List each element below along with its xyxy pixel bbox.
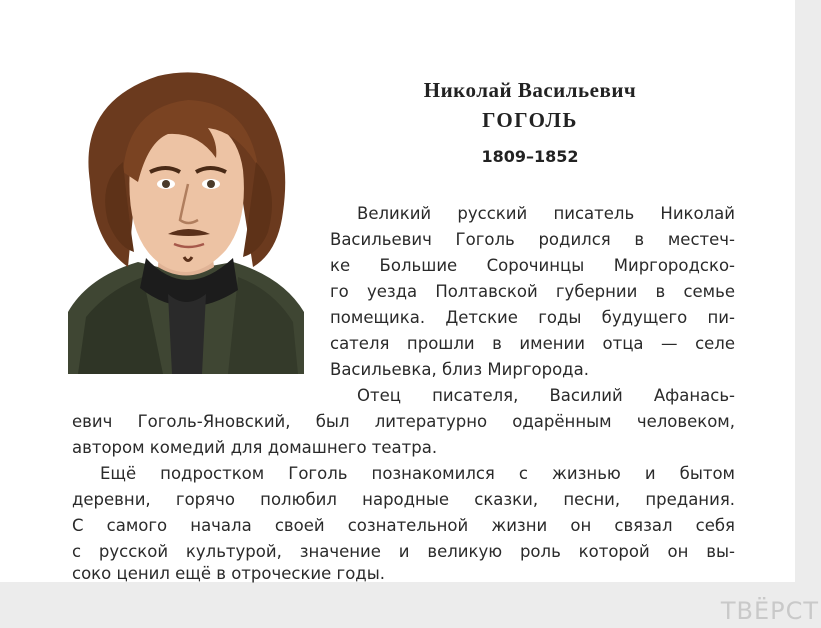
watermark-logo: ТВЁРСТ — [720, 597, 819, 625]
author-name: Николай Васильевич — [423, 78, 637, 102]
text-line: деревни, горячо полюбил народные сказки, песни, предания. — [72, 490, 735, 509]
text-line: автором комедий для домашнего театра. — [72, 438, 438, 457]
author-years: 1809–1852 — [481, 147, 579, 166]
text-line: Васильевка, близ Миргорода. — [330, 360, 589, 379]
text-line: Васильевич Гоголь родился в местеч- — [330, 230, 735, 249]
text-line: ке Большие Сорочинцы Миргородско- — [330, 256, 735, 275]
text-line: Великий русский писатель Николай — [357, 204, 735, 223]
text-line: помещика. Детские годы будущего пи- — [330, 308, 735, 327]
text-line: Ещё подростком Гоголь познакомился с жизнью и бытом — [100, 464, 735, 483]
text-line: го уезда Полтавской губернии в семье — [330, 282, 735, 301]
text-line: С самого начала своей сознательной жизни он связал себя — [72, 516, 735, 535]
text-line: евич Гоголь-Яновский, был литературно одарённым человеком, — [72, 412, 735, 431]
text-line: сателя прошли в имении отца — селе — [330, 334, 735, 353]
author-surname: ГОГОЛЬ — [482, 108, 578, 132]
text-line: Отец писателя, Василий Афанась- — [357, 386, 735, 405]
gogol-portrait — [68, 62, 304, 374]
text-line: с русской культурой, значение и великую роль которой он вы- — [72, 542, 735, 561]
text-line: соко ценил ещё в отроческие годы. — [72, 564, 385, 583]
